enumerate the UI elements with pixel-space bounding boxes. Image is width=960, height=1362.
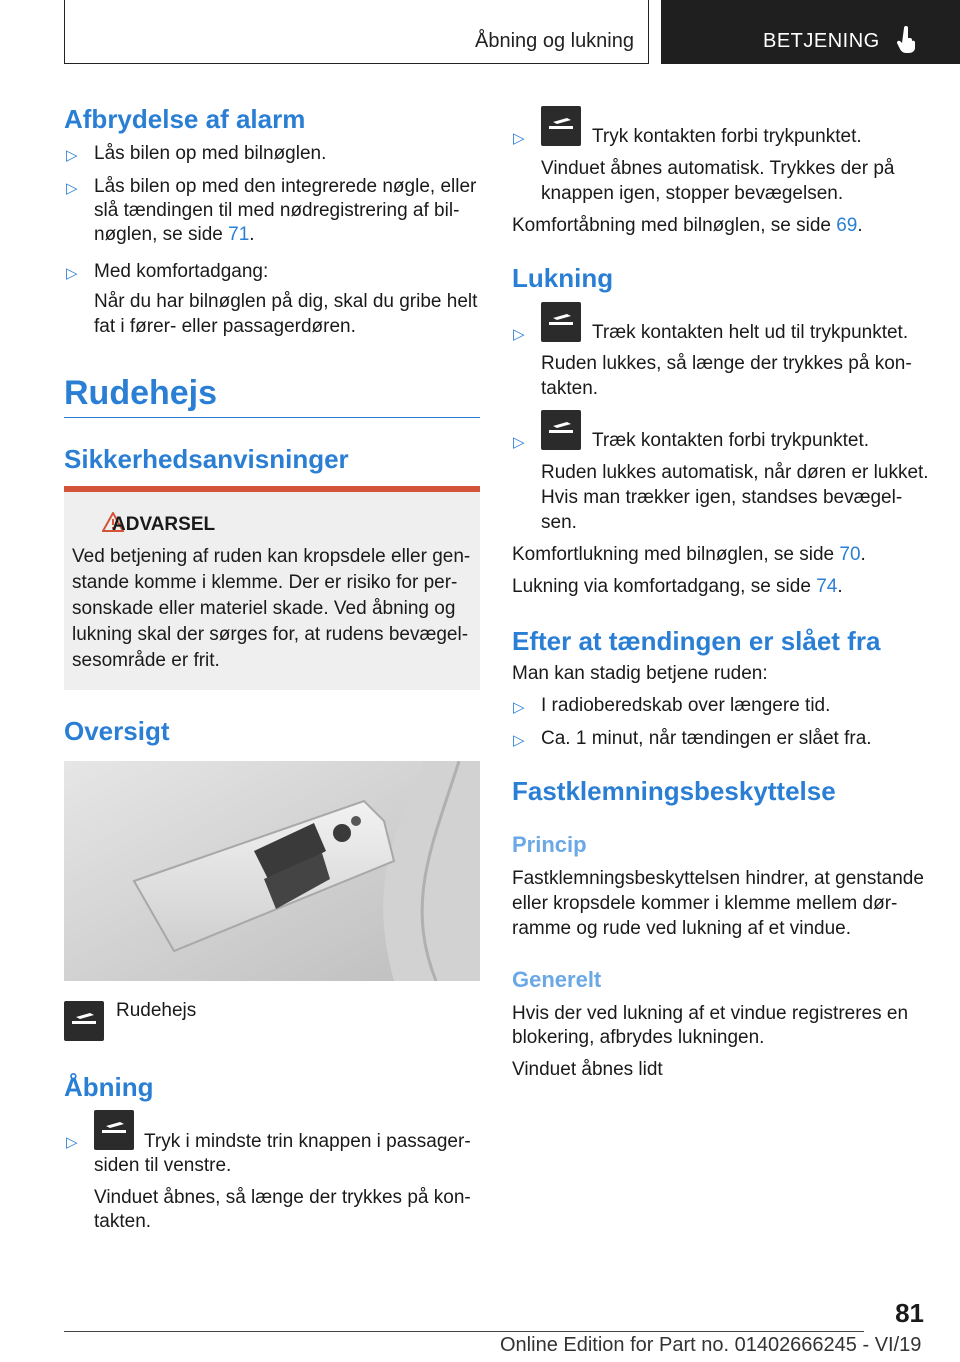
footer-rule — [64, 1331, 864, 1332]
opening-bullet-line-1: Tryk i mindste trin knappen i passager- — [144, 1131, 471, 1152]
principle-line-3: ramme og rude ved lukning af et vindue. — [512, 918, 852, 939]
comfort-open-line: Komfortåbning med bilnøglen, se side 69. — [512, 215, 863, 236]
window-switch-icon — [541, 302, 581, 342]
open-detail-1: Vinduet åbnes automatisk. Trykkes der på — [541, 158, 895, 179]
opening-detail-2: takten. — [94, 1211, 152, 1232]
header-chapter-tab — [661, 0, 960, 64]
bullet-arrow-icon: ▷ — [66, 147, 78, 164]
principle-line-1: Fastklemningsbeskyttelsen hindrer, at genstande — [512, 868, 924, 889]
warning-bar — [64, 486, 480, 492]
window-switch-photo — [64, 761, 480, 981]
window-switch-icon — [541, 106, 581, 146]
warning-line-2: stande komme i klemme. Der er risiko for per- — [72, 572, 458, 593]
bullet-arrow-icon: ▷ — [513, 699, 525, 716]
warning-label: ADVARSEL — [112, 514, 216, 535]
general-line-1: Hvis der ved lukning af et vindue registreres en — [512, 1003, 909, 1024]
alarm-bullet-3-detail-1: Når du har bilnøglen på dig, skal du gribe helt — [94, 291, 478, 312]
page-link-69[interactable]: 69 — [836, 215, 858, 236]
bullet-arrow-icon: ▷ — [513, 326, 525, 343]
comfort-close-line: Komfortlukning med bilnøglen, se side 70. — [512, 544, 866, 565]
pointing-hand-icon — [895, 26, 919, 54]
pinch-title: Fastklemningsbeskyttelse — [512, 776, 836, 806]
general-title: Generelt — [512, 967, 602, 992]
overview-caption: Rudehejs — [116, 1000, 197, 1021]
general-last-line: Vinduet åbnes lidt — [512, 1059, 663, 1080]
page-number: 81 — [895, 1298, 924, 1328]
chapter-rule — [64, 417, 480, 418]
after-ignition-intro: Man kan stadig betjene ruden: — [512, 663, 768, 684]
bullet-arrow-icon: ▷ — [66, 1134, 78, 1151]
opening-title: Åbning — [64, 1072, 154, 1102]
closing-title: Lukning — [512, 263, 614, 293]
overview-title: Oversigt — [64, 716, 170, 746]
general-line-2: blokering, afbrydes lukningen. — [512, 1027, 765, 1048]
alarm-bullet-2-line-1: Lås bilen op med den integrerede nøgle, eller — [94, 176, 477, 197]
page-link-70[interactable]: 70 — [839, 544, 861, 565]
principle-line-2: eller kropsdele kommer i klemme mellem dør- — [512, 893, 898, 914]
alarm-bullet-3: Med komfortadgang: — [94, 261, 269, 282]
opening-bullet-line-2: siden til venstre. — [94, 1155, 232, 1176]
safety-title: Sikkerhedsanvisninger — [64, 444, 349, 474]
after-ignition-bullet-2: Ca. 1 minut, når tændingen er slået fra. — [541, 728, 872, 749]
warning-line-1: Ved betjening af ruden kan kropsdele eller gen- — [72, 546, 471, 567]
comfort-access-line: Lukning via komfortadgang, se side 74. — [512, 576, 843, 597]
opening-detail-1: Vinduet åbnes, så længe der trykkes på kon- — [94, 1187, 471, 1208]
open-detail-2: knappen igen, stopper bevægelsen. — [541, 183, 844, 204]
alarm-title: Afbrydelse af alarm — [64, 104, 306, 134]
warning-line-5: sesområde er frit. — [72, 650, 220, 671]
bullet-arrow-icon: ▷ — [513, 732, 525, 749]
window-switch-icon — [94, 1110, 134, 1150]
principle-title: Princip — [512, 832, 587, 857]
window-switch-icon — [541, 410, 581, 450]
alarm-bullet-3-detail-2: fat i fører- eller passagerdøren. — [94, 316, 356, 337]
alarm-bullet-2-line-3: nøglen, se side 71. — [94, 224, 255, 245]
warning-box — [64, 486, 480, 690]
open-bullet: Tryk kontakten forbi trykpunktet. — [592, 126, 862, 147]
alarm-bullet-2-line-2: slå tændingen til med nødregistrering af bil- — [94, 200, 460, 221]
close-detail-1-line-1: Ruden lukkes, så længe der trykkes på kon- — [541, 353, 912, 374]
header-section-tab — [64, 0, 649, 64]
close-detail-2-line-3: sen. — [541, 512, 577, 533]
window-switch-icon — [64, 1001, 104, 1041]
close-bullet-1: Træk kontakten helt ud til trykpunktet. — [592, 322, 909, 343]
close-detail-2-line-2: Hvis man trækker igen, standses bevægel- — [541, 487, 903, 508]
close-detail-1-line-2: takten. — [541, 378, 599, 399]
warning-line-4: lukning skal der sørges for, at rudens bevægel- — [72, 624, 469, 645]
bullet-arrow-icon: ▷ — [66, 265, 78, 282]
chapter-title: Rudehejs — [64, 374, 218, 412]
header-section-title: Åbning og lukning — [474, 30, 634, 52]
bullet-arrow-icon: ▷ — [66, 180, 78, 197]
close-bullet-2: Træk kontakten forbi trykpunktet. — [592, 430, 870, 451]
alarm-bullet-1: Lås bilen op med bilnøglen. — [94, 143, 327, 164]
warning-line-3: sonskade eller materiel skade. Ved åbning og — [72, 598, 456, 619]
footer-edition: Online Edition for Part no. 01402666245 - VI/19 — [500, 1334, 922, 1356]
close-detail-2-line-1: Ruden lukkes automatisk, når døren er lukket. — [541, 462, 929, 483]
bullet-arrow-icon: ▷ — [513, 434, 525, 451]
after-ignition-bullet-1: I radioberedskab over længere tid. — [541, 695, 831, 716]
after-ignition-title: Efter at tændingen er slået fra — [512, 626, 881, 656]
bullet-arrow-icon: ▷ — [513, 130, 525, 147]
page-link-74[interactable]: 74 — [816, 576, 838, 597]
page-link-71[interactable]: 71 — [228, 224, 250, 245]
header-chapter-title: BETJENING — [763, 30, 880, 52]
